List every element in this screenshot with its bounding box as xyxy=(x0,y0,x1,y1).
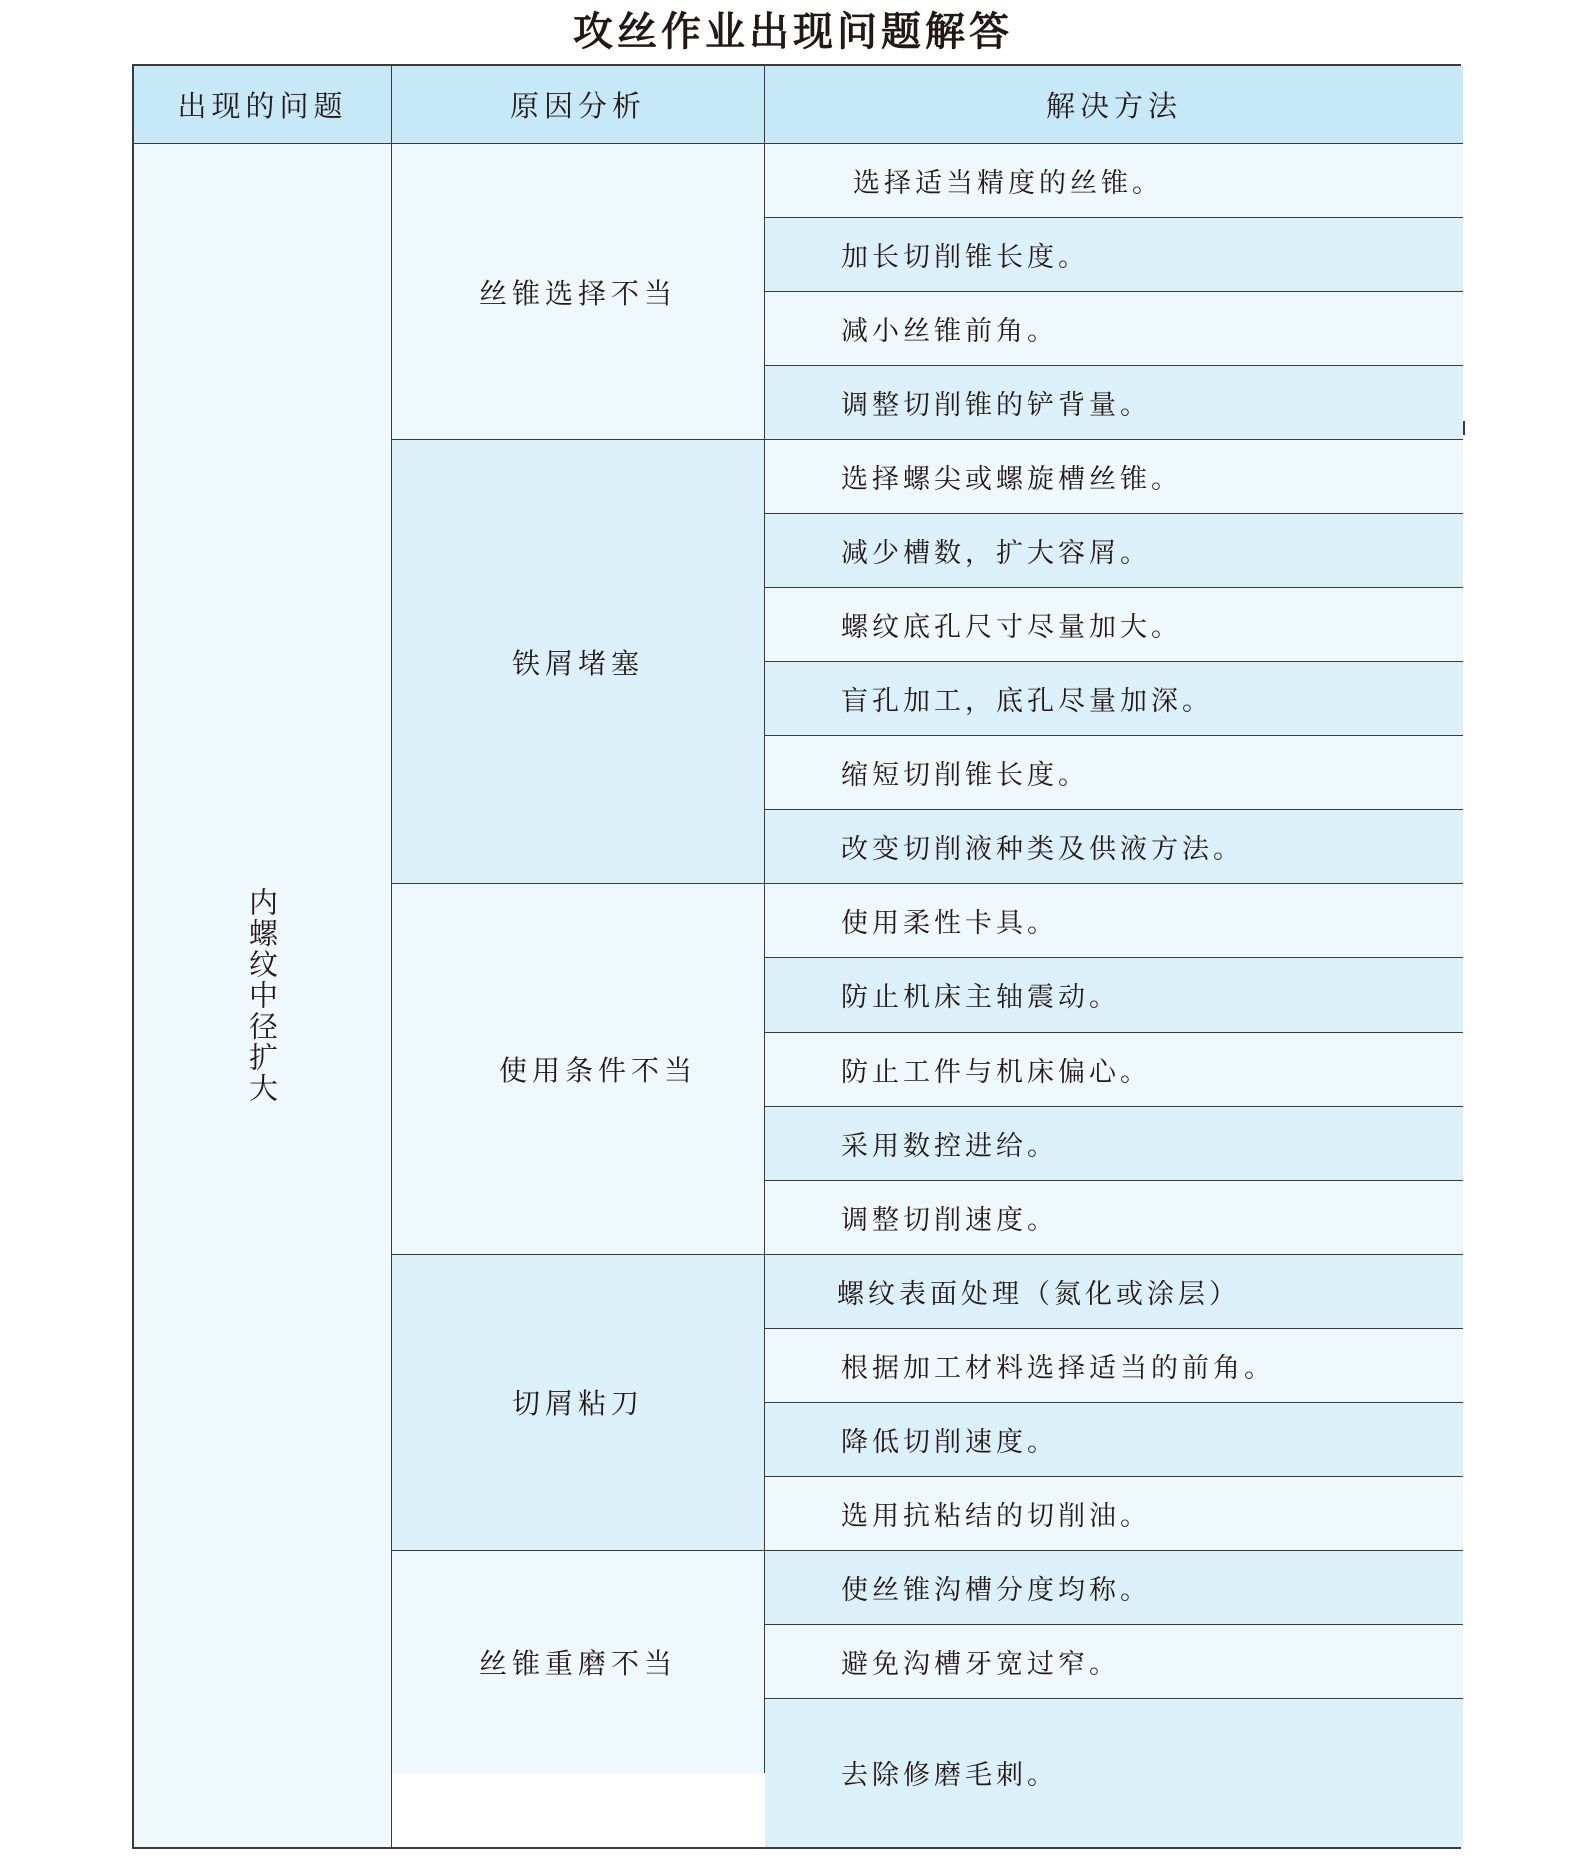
solution-cell: 选择适当精度的丝锥。 xyxy=(765,144,1463,218)
solution-cell: 根据加工材料选择适当的前角。 xyxy=(765,1329,1463,1403)
header-problem: 出现的问题 xyxy=(134,66,392,144)
cause-cell: 使用条件不当 xyxy=(392,884,765,1254)
cause-cell: 铁屑堵塞 xyxy=(392,440,765,884)
solution-cell: 改变切削液种类及供液方法。 xyxy=(765,810,1463,884)
page-title: 攻丝作业出现问题解答 xyxy=(573,9,1013,55)
cause-cell: 切屑粘刀 xyxy=(392,1255,765,1551)
problem-text: 内螺纹中径扩大 xyxy=(245,887,279,1104)
solution-cell: 螺纹表面处理（氮化或涂层） xyxy=(765,1255,1463,1329)
solution-cell: 加长切削锥长度。 xyxy=(765,218,1463,292)
solution-cell: 选择螺尖或螺旋槽丝锥。 xyxy=(765,440,1463,514)
header-cause: 原因分析 xyxy=(392,66,765,144)
cause-cell: 丝锥重磨不当 xyxy=(392,1551,765,1773)
solution-cell: 缩短切削锥长度。 xyxy=(765,736,1463,810)
troubleshooting-table xyxy=(132,64,1461,1849)
solution-cell: 选用抗粘结的切削油。 xyxy=(765,1477,1463,1551)
solution-cell: 使丝锥沟槽分度均称。 xyxy=(765,1551,1463,1625)
solution-cell: 防止工件与机床偏心。 xyxy=(765,1033,1463,1107)
solution-cell: 减少槽数，扩大容屑。 xyxy=(765,514,1463,588)
edge-tick-mark xyxy=(1463,421,1465,435)
problem-cell xyxy=(134,144,392,1847)
solution-cell: 螺纹底孔尺寸尽量加大。 xyxy=(765,588,1463,662)
solution-cell: 减小丝锥前角。 xyxy=(765,292,1463,366)
solution-cell: 调整切削锥的铲背量。 xyxy=(765,366,1463,440)
cause-cell: 丝锥选择不当 xyxy=(392,144,765,440)
solution-cell: 采用数控进给。 xyxy=(765,1107,1463,1181)
solution-cell: 降低切削速度。 xyxy=(765,1403,1463,1477)
header-solution: 解决方法 xyxy=(765,66,1463,144)
solution-cell: 使用柔性卡具。 xyxy=(765,884,1463,958)
solution-cell: 防止机床主轴震动。 xyxy=(765,958,1463,1032)
solution-cell: 盲孔加工，底孔尽量加深。 xyxy=(765,662,1463,736)
solution-cell: 去除修磨毛刺。 xyxy=(765,1699,1463,1847)
solution-cell: 避免沟槽牙宽过窄。 xyxy=(765,1625,1463,1699)
solution-cell: 调整切削速度。 xyxy=(765,1181,1463,1255)
